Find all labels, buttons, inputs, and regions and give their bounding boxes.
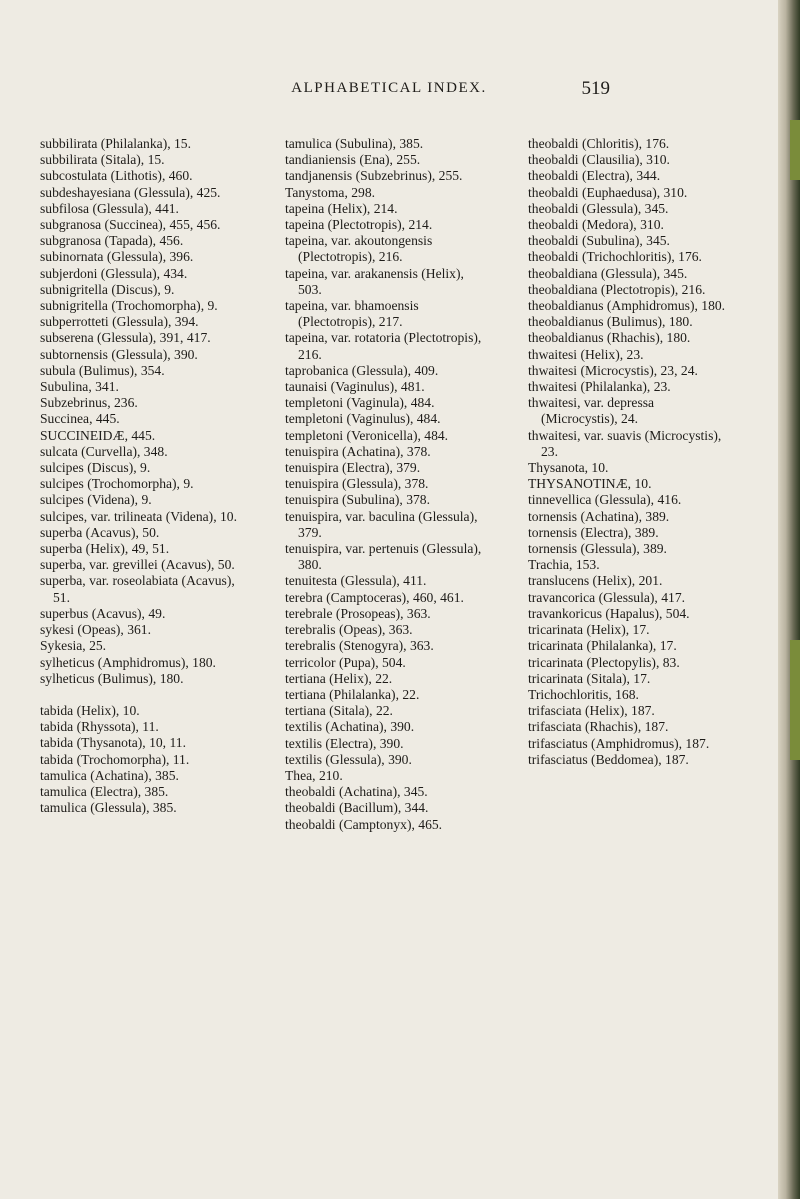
index-entry: tinnevellica (Glessula), 416. (528, 492, 682, 508)
index-entry: subgranosa (Succinea), 455, 456. (40, 217, 221, 233)
index-entry: tricarinata (Helix), 17. (528, 622, 650, 638)
page-header (0, 78, 778, 104)
index-entry: theobaldi (Clausilia), 310. (528, 152, 670, 168)
index-entry: sulcata (Curvella), 348. (40, 443, 168, 459)
index-entry: tenuispira, var. baculina (Glessula), 379. (285, 508, 478, 540)
index-entry: tenuispira (Subulina), 378. (285, 492, 430, 508)
index-entry: trifasciatus (Beddomea), 187. (528, 751, 689, 767)
index-entry: tenuispira (Achatina), 378. (285, 443, 431, 459)
index-entry: travancorica (Glessula), 417. (528, 589, 686, 605)
index-entry: subfilosa (Glessula), 441. (40, 200, 179, 216)
index-column-2 (285, 136, 490, 833)
index-entry: subperrotteti (Glessula), 394. (40, 314, 199, 330)
index-entry: Trichochloritis, 168. (528, 686, 639, 702)
index-entry: tandjanensis (Subzebrinus), 255. (285, 168, 463, 184)
index-entry: superba, var. roseolabiata (Acavus), 51. (40, 573, 235, 605)
index-entry: sulcipes (Trochomorpha), 9. (40, 476, 194, 492)
index-entry: superbus (Acavus), 49. (40, 605, 166, 621)
index-entry: subinornata (Glessula), 396. (40, 249, 194, 265)
index-entry: trifasciata (Helix), 187. (528, 703, 655, 719)
index-entry: theobaldianus (Rhachis), 180. (528, 330, 691, 346)
index-entry: thwaitesi, var. suavis (Microcystis), 23. (528, 427, 722, 459)
index-entry: taprobanica (Glessula), 409. (285, 362, 439, 378)
index-entry: terricolor (Pupa), 504. (285, 654, 406, 670)
index-entry: templetoni (Vaginulus), 484. (285, 411, 441, 427)
index-entry: theobaldi (Glessula), 345. (528, 200, 669, 216)
index-entry: tricarinata (Plectopylis), 83. (528, 654, 680, 670)
index-entry: superba (Acavus), 50. (40, 524, 160, 540)
index-entry: trifasciatus (Amphidromus), 187. (528, 735, 710, 751)
index-entry: tenuispira (Electra), 379. (285, 460, 421, 476)
index-entry: subcostulata (Lithotis), 460. (40, 168, 193, 184)
index-entry: theobaldi (Medora), 310. (528, 217, 664, 233)
index-entry: templetoni (Veronicella), 484. (285, 427, 449, 443)
index-entry: superba, var. grevillei (Acavus), 50. (40, 557, 235, 573)
index-entry: tapeina, var. rotatoria (Plectotropis), 216. (285, 330, 482, 362)
index-entry: sulcipes (Discus), 9. (40, 460, 151, 476)
index-entry: translucens (Helix), 201. (528, 573, 663, 589)
index-entry: Trachia, 153. (528, 557, 600, 573)
index-entry: taunaisi (Vaginulus), 481. (285, 379, 425, 395)
index-entry: thwaitesi (Microcystis), 23, 24. (528, 362, 698, 378)
index-entry: thwaitesi (Philalanka), 23. (528, 379, 671, 395)
index-entry: subbilirata (Sitala), 15. (40, 152, 165, 168)
index-entry: Thea, 210. (285, 767, 343, 783)
index-entry: theobaldi (Camptonyx), 465. (285, 816, 443, 832)
index-entry: thwaitesi (Helix), 23. (528, 346, 644, 362)
index-entry: terebra (Camptoceras), 460, 461. (285, 589, 464, 605)
index-entry: tenuispira (Glessula), 378. (285, 476, 429, 492)
index-entry: theobaldi (Electra), 344. (528, 168, 661, 184)
index-entry: templetoni (Vaginula), 484. (285, 395, 435, 411)
index-entry: tapeina (Helix), 214. (285, 200, 398, 216)
letter-gap (40, 687, 245, 703)
index-entry: tricarinata (Philalanka), 17. (528, 638, 677, 654)
index-entry: tenuitesta (Glessula), 411. (285, 573, 427, 589)
index-column-3 (528, 136, 733, 768)
index-entry: terebralis (Opeas), 363. (285, 622, 413, 638)
index-entry: sulcipes (Videna), 9. (40, 492, 152, 508)
index-column-1 (40, 136, 245, 816)
edge-mark (790, 120, 800, 180)
index-entry: tapeina, var. bhamoensis (Plectotropis), 217. (285, 298, 419, 330)
index-entry: subtornensis (Glessula), 390. (40, 346, 198, 362)
index-entry: sykesi (Opeas), 361. (40, 622, 151, 638)
index-entry: sylheticus (Bulimus), 180. (40, 670, 184, 686)
index-entry: theobaldi (Euphaedusa), 310. (528, 184, 688, 200)
index-entry: tabida (Thysanota), 10, 11. (40, 735, 186, 751)
index-entry: tabida (Trochomorpha), 11. (40, 751, 190, 767)
page-number: 519 (581, 78, 610, 99)
index-entry: tapeina (Plectotropis), 214. (285, 217, 433, 233)
index-entry: tertiana (Philalanka), 22. (285, 686, 420, 702)
index-entry: tenuispira, var. pertenuis (Glessula), 380. (285, 541, 482, 573)
index-entry: tapeina, var. arakanensis (Helix), 503. (285, 265, 464, 297)
index-entry: sylheticus (Amphidromus), 180. (40, 654, 216, 670)
edge-mark (790, 640, 800, 760)
index-entry: theobaldi (Achatina), 345. (285, 784, 428, 800)
index-entry: travankoricus (Hapalus), 504. (528, 605, 690, 621)
index-entry: theobaldiana (Glessula), 345. (528, 265, 688, 281)
index-entry: subbilirata (Philalanka), 15. (40, 136, 192, 151)
index-entry: thwaitesi, var. depressa (Microcystis), 24. (528, 395, 655, 427)
index-entry: subdeshayesiana (Glessula), 425. (40, 184, 221, 200)
index-entry: tertiana (Sitala), 22. (285, 703, 393, 719)
index-entry: theobaldianus (Amphidromus), 180. (528, 298, 726, 314)
index-entry: theobaldiana (Plectotropis), 216. (528, 281, 706, 297)
index-entry: Subulina, 341. (40, 379, 119, 395)
index-entry: Thysanota, 10. (528, 460, 609, 476)
index-entry: tandianiensis (Ena), 255. (285, 152, 421, 168)
index-entry: theobaldi (Bacillum), 344. (285, 800, 429, 816)
index-entry: textilis (Glessula), 390. (285, 751, 412, 767)
index-entry: theobaldi (Chloritis), 176. (528, 136, 670, 151)
index-entry: tornensis (Electra), 389. (528, 524, 659, 540)
index-entry: tricarinata (Sitala), 17. (528, 670, 651, 686)
index-entry: tamulica (Glessula), 385. (40, 800, 177, 816)
index-entry: theobaldianus (Bulimus), 180. (528, 314, 693, 330)
index-entry: tornensis (Achatina), 389. (528, 508, 670, 524)
index-entry: superba (Helix), 49, 51. (40, 541, 170, 557)
index-entry: sulcipes, var. trilineata (Videna), 10. (40, 508, 237, 524)
index-entry: Succinea, 445. (40, 411, 120, 427)
index-entry: subnigritella (Trochomorpha), 9. (40, 298, 218, 314)
index-entry: tabida (Helix), 10. (40, 702, 140, 718)
index-entry: trifasciata (Rhachis), 187. (528, 719, 669, 735)
index-entry: theobaldi (Trichochloritis), 176. (528, 249, 702, 265)
index-entry: Subzebrinus, 236. (40, 395, 138, 411)
index-entry: tamulica (Electra), 385. (40, 783, 169, 799)
index-entry: tornensis (Glessula), 389. (528, 541, 667, 557)
index-entry: textilis (Electra), 390. (285, 735, 404, 751)
index-entry: SUCCINEIDÆ, 445. (40, 427, 156, 443)
index-entry: tertiana (Helix), 22. (285, 670, 393, 686)
page-edge (778, 0, 800, 1199)
index-entry: subnigritella (Discus), 9. (40, 281, 175, 297)
index-entry: tamulica (Subulina), 385. (285, 136, 424, 151)
index-entry: tapeina, var. akoutongensis (Plectotropis), 216. (285, 233, 433, 265)
running-title: ALPHABETICAL INDEX. (291, 80, 487, 96)
index-entry: Tanystoma, 298. (285, 184, 376, 200)
index-entry: subserena (Glessula), 391, 417. (40, 330, 211, 346)
index-entry: subgranosa (Tapada), 456. (40, 233, 184, 249)
index-entry: subjerdoni (Glessula), 434. (40, 265, 188, 281)
index-entry: tabida (Rhyssota), 11. (40, 719, 159, 735)
index-entry: theobaldi (Subulina), 345. (528, 233, 670, 249)
index-entry: terebralis (Stenogyra), 363. (285, 638, 434, 654)
index-entry: textilis (Achatina), 390. (285, 719, 415, 735)
index-entry: THYSANOTINÆ, 10. (528, 476, 652, 492)
index-entry: terebrale (Prosopeas), 363. (285, 605, 431, 621)
index-entry: subula (Bulimus), 354. (40, 362, 165, 378)
index-entry: Sykesia, 25. (40, 638, 107, 654)
index-entry: tamulica (Achatina), 385. (40, 767, 179, 783)
